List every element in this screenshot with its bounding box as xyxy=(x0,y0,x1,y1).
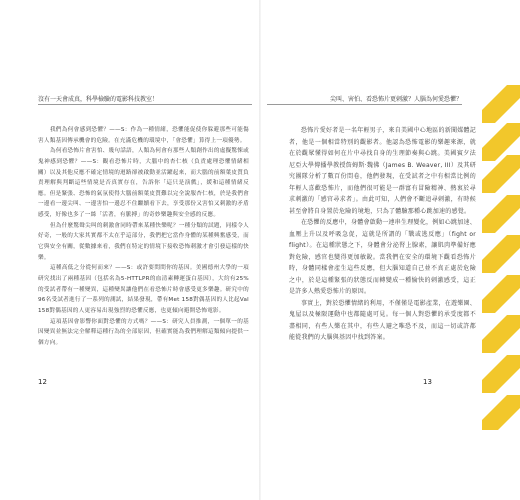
left-paragraph: 我們為何會感到恐懼？——S：作為一種情緒，恐懼能促使你躲避那些可能傷害人類基因傳承機會的危險。在充滿危機的環境中，「會恐懼」算得上一項優勢。 xyxy=(38,127,249,144)
left-page-number: 12 xyxy=(38,378,47,386)
right-page-number: 13 xyxy=(423,378,432,386)
right-header-rule xyxy=(267,104,462,105)
yellow-diagonal-stripes xyxy=(482,85,520,430)
left-paragraph: 但為什麼驚聲尖叫的刺激會同時帶來某種快樂呢？一種分類的試題，同樣令人好奇，一般的大家其實都不太在乎這部分，我們把它當作身體的某種興奮感受，而它與安全有關，從數據來看，我們在特定的情境下接收恐怖刺激才會引發這樣的快樂。 xyxy=(38,222,249,261)
left-running-head: 沒有一天會成真，科學檢驗的電影科技教室！ xyxy=(38,96,159,103)
right-body-text xyxy=(289,125,476,344)
left-page xyxy=(0,0,259,500)
right-paragraph: 恐怖片愛好者是一名年輕男子，來自美國中心地區的新聞媒體記者，他是一個相當特別的觀影者。他認為恐怖電影的樂趣來源，就在於觀眾懂得如何在片中尋找自身的生理節奏與心跳。美國賓夕法尼亞大學傳播學教授詹姆斯·魏佛（James B. Weaver, III）及其研究團隊分析了數百份問卷，他們發現，在受試者之中有相當比例的年輕人喜歡恐怖片，而他們很可能是一群富有冒險精神、熱衷於尋求刺激的「感官尋求者」。由此可知，人們會不斷追尋刺激，有時候甚至會將自身置於危險的境地，只為了體驗那種心跳加速的感覺。 xyxy=(289,127,476,215)
left-paragraph: 這種高低之分從何而來？——S：或許要問問你的基因。美國德州大學的一項研究找出了兩種基因（包括名為5-HTTLPR的血清素轉運蛋白基因），大約有25%的受試者帶有一種變異，這種變異讓他們在看恐怖片時會感受更多樂趣。研究中的96名受試者進行了一系列的測試，結果發現，帶有Met 158對偶基因的人比起Val 158對偶基因的人更容易出現強烈的恐懼反應，也更傾向避開恐怖電影。 xyxy=(38,265,249,314)
left-body-text xyxy=(38,125,249,348)
right-running-head: 尖叫、害怕、看恐怖片更刺激？人腦為何愛恐懼？ xyxy=(329,96,462,103)
left-paragraph: 為何看恐怖片會害怕、幾句話語，人類為何會有那些人類創作出的虛擬驚悚或鬼神感到恐懼？——S：觀看恐怖片時，大腦中的杏仁核（負責處理恐懼情緒相關）以及其他反應不確定情境的迴路卻被啟動並活躍起來，而大腦的前額葉皮質負責理解與判斷這些情境是否真實存在，告訴你「這只是演戲」，緩和這種情緒反應。但是緊張、恐怖的氣氛使得大腦前額葉皮質難以完全說服杏仁核，於是我們會一邊看一邊尖叫、一邊害怕一邊忍不住繼續看下去，享受那份又害怕又刺激的矛盾感受，好像也多了一絲「活著，有脈搏」的奇妙樂趣與安全感的反應。 xyxy=(38,148,249,219)
right-paragraph: 在恐懼的反應中，身體會啟動一連串生理變化，例如心跳加速、血壓上升以及呼吸急促，這就是所謂的「戰或逃反應」（fight or flight）。在這種狀態之下，身體會分泌腎上腺素，讓肌肉準備好應對危險，感官也變得更加敏銳。當我們在安全的環境下觀看恐怖片時，身體同樣會產生這些反應，但大腦知道自己並不真正處於危險之中，於是這種緊張的狀態反而轉變成一種愉快的刺激感受，這正是許多人熱愛恐怖片的原因。 xyxy=(289,219,476,295)
left-header-rule xyxy=(38,104,252,105)
right-paragraph: 事實上，對於恐懼情緒的利用，不僅僅是電影產業，在遊樂園、鬼屋以及極限運動中也都隨處可見。每一個人對恐懼的承受度都不盡相同，有些人樂在其中，有些人避之唯恐不及，而這一切或許都能從我們的大腦與基因中找到答案。 xyxy=(289,299,476,341)
left-paragraph: 這項基因會影響你面對恐懼的方式嗎？——S：研究人員推測，一個單一的基因變異並無法完全解釋這種行為的全部原因，但確實能為我們理解這類傾向提供一個方向。 xyxy=(38,318,249,346)
